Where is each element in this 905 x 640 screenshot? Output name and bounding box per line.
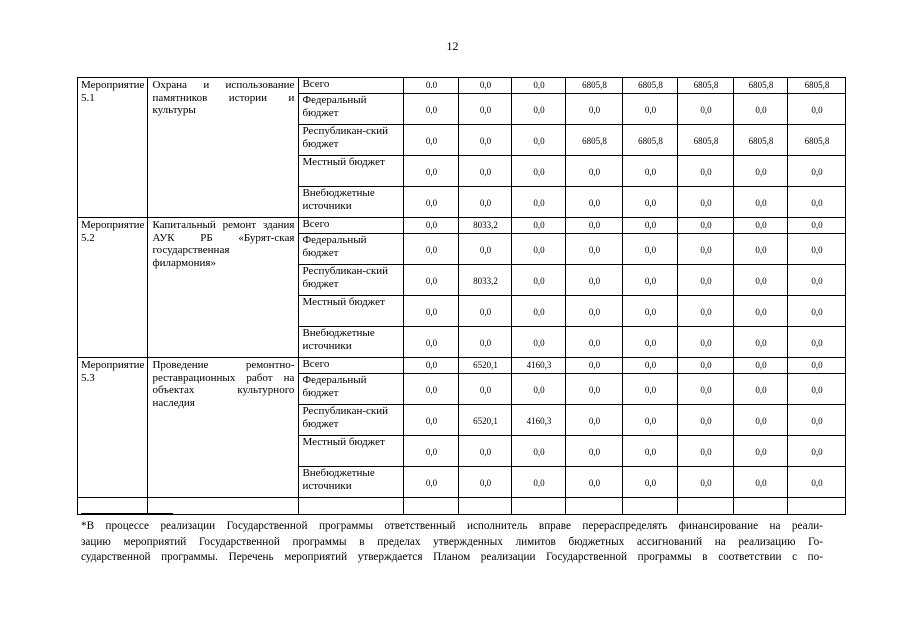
empty-cell (566, 498, 623, 515)
footnote-line: зацию мероприятий Государственной программы в пределах утвержденных лимитов бюджетных ассигнований на реализацию Го- (81, 535, 823, 548)
amount-cell: 0,0 (734, 94, 788, 125)
amount-cell: 0,0 (404, 218, 459, 234)
amount-cell: 0,0 (788, 405, 846, 436)
funding-source: Федеральный бюджет (299, 374, 404, 405)
footnote-line: *В процессе реализации Государственной программы ответственный исполнитель вправе перераспределять финансирование на реали- (81, 520, 823, 532)
page-number: 12 (446, 39, 459, 53)
amount-cell: 0,0 (678, 156, 734, 187)
amount-cell: 0,0 (678, 374, 734, 405)
amount-cell: 0,0 (623, 296, 678, 327)
footnote-line: сударственной программы. Перечень мероприятий утверждается Планом реализации Государственной программы в соответствии с по- (81, 551, 823, 563)
funding-source: Республикан-ский бюджет (299, 265, 404, 296)
amount-cell: 6805,8 (788, 125, 846, 156)
amount-cell: 0.0 (404, 78, 459, 94)
amount-cell: 0,0 (788, 467, 846, 498)
empty-cell (734, 498, 788, 515)
amount-cell: 0,0 (566, 436, 623, 467)
amount-cell: 6805,8 (678, 125, 734, 156)
funding-source: Местный бюджет (299, 156, 404, 187)
amount-cell: 0,0 (678, 467, 734, 498)
amount-cell: 0,0 (623, 234, 678, 265)
amount-cell: 8033,2 (459, 218, 512, 234)
amount-cell: 6805,8 (788, 78, 846, 94)
amount-cell: 0,0 (512, 187, 566, 218)
amount-cell: 0,0 (734, 405, 788, 436)
amount-cell: 0,0 (566, 405, 623, 436)
amount-cell: 6805,8 (623, 78, 678, 94)
amount-cell: 0,0 (566, 327, 623, 358)
amount-cell: 0,0 (512, 296, 566, 327)
amount-cell: 0,0 (788, 436, 846, 467)
amount-cell: 0,0 (788, 187, 846, 218)
funding-source: Всего (299, 218, 404, 234)
amount-cell: 0,0 (788, 296, 846, 327)
amount-cell: 0,0 (459, 125, 512, 156)
footnote (81, 519, 823, 566)
amount-cell: 0,0 (678, 218, 734, 234)
amount-cell: 0,0 (678, 234, 734, 265)
funding-source: Местный бюджет (299, 436, 404, 467)
amount-cell: 0,0 (566, 187, 623, 218)
amount-cell: 0,0 (678, 265, 734, 296)
amount-cell: 0,0 (623, 218, 678, 234)
funding-source: Местный бюджет (299, 296, 404, 327)
amount-cell: 0,0 (788, 374, 846, 405)
amount-cell: 0,0 (459, 78, 512, 94)
amount-cell: 6520,1 (459, 358, 512, 374)
amount-cell: 0,0 (512, 234, 566, 265)
amount-cell: 0,0 (512, 218, 566, 234)
empty-row (78, 498, 846, 515)
measure-title: Капитальный ремонт здания АУК РБ «Бурят-ская государственная филармония» (148, 218, 299, 358)
amount-cell: 0,0 (566, 265, 623, 296)
funding-source: Федеральный бюджет (299, 234, 404, 265)
amount-cell: 6520,1 (459, 405, 512, 436)
amount-cell: 0,0 (678, 187, 734, 218)
funding-source: Республикан-ский бюджет (299, 125, 404, 156)
amount-cell: 0,0 (459, 327, 512, 358)
amount-cell: 0,0 (566, 374, 623, 405)
amount-cell: 4160,3 (512, 405, 566, 436)
amount-cell: 0,0 (734, 234, 788, 265)
funding-source: Внебюджетные источники (299, 467, 404, 498)
amount-cell: 0,0 (566, 218, 623, 234)
amount-cell: 0,0 (623, 436, 678, 467)
funding-source: Внебюджетные источники (299, 187, 404, 218)
amount-cell: 0,0 (623, 405, 678, 436)
amount-cell: 0,0 (404, 265, 459, 296)
amount-cell: 0,0 (678, 358, 734, 374)
empty-cell (678, 498, 734, 515)
amount-cell: 0,0 (459, 436, 512, 467)
amount-cell: 0,0 (566, 467, 623, 498)
amount-cell: 0,0 (734, 218, 788, 234)
amount-cell: 6805,8 (678, 78, 734, 94)
funding-source: Внебюджетные источники (299, 327, 404, 358)
empty-cell (459, 498, 512, 515)
amount-cell: 0,0 (566, 234, 623, 265)
budget-table (77, 77, 846, 515)
amount-cell: 0,0 (623, 187, 678, 218)
amount-cell: 0,0 (459, 296, 512, 327)
amount-cell: 0,0 (512, 327, 566, 358)
amount-cell: 0,0 (404, 467, 459, 498)
amount-cell: 0,0 (459, 374, 512, 405)
amount-cell: 6805,8 (623, 125, 678, 156)
amount-cell: 0,0 (788, 234, 846, 265)
amount-cell: 0,0 (566, 296, 623, 327)
amount-cell: 0,0 (734, 436, 788, 467)
empty-cell (404, 498, 459, 515)
amount-cell: 0,0 (404, 374, 459, 405)
amount-cell: 0,0 (512, 467, 566, 498)
amount-cell: 0,0 (678, 327, 734, 358)
amount-cell: 0,0 (566, 156, 623, 187)
measure-id: Мероприятие 5.3 (78, 358, 148, 498)
amount-cell: 0,0 (512, 265, 566, 296)
empty-cell (148, 498, 299, 515)
measure-title: Охрана и использование памятников истории и культуры (148, 78, 299, 218)
amount-cell: 0,0 (734, 374, 788, 405)
amount-cell: 0,0 (459, 467, 512, 498)
amount-cell: 0,0 (404, 234, 459, 265)
amount-cell: 0,0 (459, 156, 512, 187)
amount-cell: 0,0 (404, 156, 459, 187)
amount-cell: 0,0 (404, 327, 459, 358)
amount-cell: 0,0 (788, 218, 846, 234)
amount-cell: 4160,3 (512, 358, 566, 374)
measure-title: Проведение ремонтно-реставрационных работ на объектах культурного наследия (148, 358, 299, 498)
amount-cell: 8033,2 (459, 265, 512, 296)
amount-cell: 0,0 (788, 94, 846, 125)
empty-cell (512, 498, 566, 515)
amount-cell: 0,0 (512, 156, 566, 187)
amount-cell: 0,0 (404, 405, 459, 436)
empty-cell (78, 498, 148, 515)
amount-cell: 0,0 (623, 374, 678, 405)
amount-cell: 6805,8 (734, 125, 788, 156)
amount-cell: 0,0 (566, 94, 623, 125)
amount-cell: 0,0 (734, 187, 788, 218)
amount-cell: 0,0 (734, 265, 788, 296)
amount-cell: 0,0 (788, 156, 846, 187)
amount-cell: 0,0 (678, 436, 734, 467)
amount-cell: 0,0 (678, 296, 734, 327)
amount-cell: 0,0 (788, 358, 846, 374)
amount-cell: 0,0 (734, 467, 788, 498)
amount-cell: 0,0 (734, 358, 788, 374)
amount-cell: 6805,8 (566, 125, 623, 156)
amount-cell: 0,0 (623, 358, 678, 374)
amount-cell: 0,0 (623, 156, 678, 187)
amount-cell: 6805,8 (566, 78, 623, 94)
amount-cell: 0,0 (566, 358, 623, 374)
amount-cell: 0,0 (512, 78, 566, 94)
empty-cell (623, 498, 678, 515)
amount-cell: 0,0 (734, 296, 788, 327)
amount-cell: 0,0 (678, 405, 734, 436)
funding-source: Республикан-ский бюджет (299, 405, 404, 436)
funding-source: Всего (299, 78, 404, 94)
footnote-divider (81, 513, 173, 514)
amount-cell: 0,0 (623, 467, 678, 498)
measure-id: Мероприятие 5.1 (78, 78, 148, 218)
amount-cell: 6805,8 (734, 78, 788, 94)
amount-cell: 0,0 (404, 94, 459, 125)
amount-cell: 0,0 (459, 187, 512, 218)
amount-cell: 0,0 (512, 125, 566, 156)
empty-cell (299, 498, 404, 515)
amount-cell: 0,0 (404, 187, 459, 218)
amount-cell: 0,0 (623, 327, 678, 358)
amount-cell: 0,0 (788, 327, 846, 358)
amount-cell: 0,0 (459, 234, 512, 265)
amount-cell: 0,0 (734, 156, 788, 187)
amount-cell: 0,0 (788, 265, 846, 296)
amount-cell: 0,0 (734, 327, 788, 358)
amount-cell: 0,0 (512, 374, 566, 405)
amount-cell: 0,0 (404, 296, 459, 327)
amount-cell: 0,0 (459, 94, 512, 125)
amount-cell: 0,0 (404, 125, 459, 156)
amount-cell: 0,0 (623, 265, 678, 296)
measure-id: Мероприятие 5.2 (78, 218, 148, 358)
funding-source: Всего (299, 358, 404, 374)
table-row (78, 218, 846, 234)
amount-cell: 0,0 (404, 436, 459, 467)
amount-cell: 0,0 (404, 358, 459, 374)
amount-cell: 0,0 (512, 94, 566, 125)
amount-cell: 0,0 (623, 94, 678, 125)
table-row (78, 358, 846, 374)
table-row (78, 78, 846, 94)
funding-source: Федеральный бюджет (299, 94, 404, 125)
amount-cell: 0,0 (512, 436, 566, 467)
empty-cell (788, 498, 846, 515)
amount-cell: 0,0 (678, 94, 734, 125)
